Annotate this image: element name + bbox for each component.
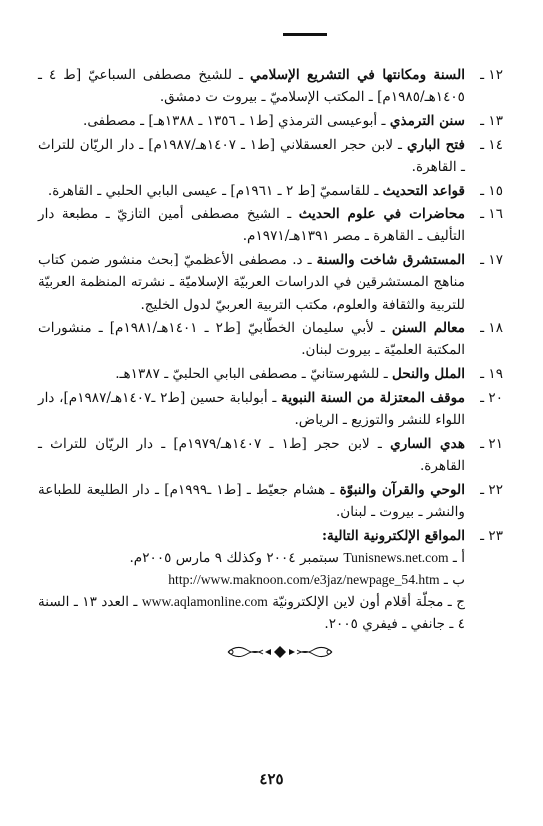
website-text: سبتمبر ٢٠٠٤ وكذلك ٩ مارس ٢٠٠٥م.: [129, 549, 344, 566]
item-number: ١٤ ـ: [480, 136, 503, 153]
website-url[interactable]: Tunisnews.net.com: [343, 549, 449, 565]
list-item: [38, 479, 503, 523]
item-text: ـ أبولبابة حسين [ط٢ ـ١٤٠٧هـ/١٩٨٧م]، دار اللواء للنشر والتوزيع ـ الرياض.: [38, 389, 465, 429]
list-item: [38, 363, 503, 385]
item-text: ـ د. مصطفى الأعظميّ [بحث منشور ضمن كتاب مناهج المستشرقين في الدراسات العربيّة الإسلاميّة ـ نشرته المنظمة العربيّة للتربية والثقافة والعلوم، مكتب التربية العربيّ لدول الخليج.: [38, 252, 465, 313]
item-number: ٢١ ـ: [480, 435, 503, 452]
item-text: ـ لابن حجر [ط١ ـ ١٤٠٧هـ/١٩٧٩م] ـ دار الريّان للتراث ـ القاهرة.: [38, 435, 465, 474]
item-title: محاضرات في علوم الحديث: [298, 206, 465, 223]
website-text: ـ العدد ١٣ ـ السنة ٤ ـ جانفي ـ فيفري ٢٠٠٥.: [38, 594, 465, 633]
list-item: [38, 134, 503, 178]
item-text: ـ الشيخ مصطفى أمين التازيّ ـ مطبعة دار التأليف ـ القاهرة ـ مصر ١٣٩١هـ/١٩٧١م.: [38, 206, 465, 245]
item-title: معالم السنن: [391, 320, 466, 337]
website-item: [38, 547, 465, 569]
item-title: فتح الباري: [406, 136, 466, 153]
website-url[interactable]: www.aqlamonline.com: [141, 594, 268, 610]
item-title: المستشرق شاخت والسنة: [316, 252, 466, 269]
item-title: المواقع الإلكترونية التالية:: [321, 527, 465, 544]
item-number: ٢٣ ـ: [480, 527, 503, 544]
item-text: ـ للقاسميّ [ط ٢ ـ ١٩٦١م] ـ عيسى البابي الحلبي ـ القاهرة.: [47, 182, 383, 199]
item-number: ١٢ ـ: [480, 67, 503, 83]
list-item: [38, 203, 503, 247]
item-text: ـ للشهرستانيّ ـ مصطفى البابي الحلبيّ ـ ١٣٨٧هـ.: [115, 366, 393, 383]
ornament-divider: [225, 641, 335, 663]
website-label: ب ـ: [443, 571, 465, 588]
item-title: السنة ومكانتها في التشريع الإسلامي: [249, 67, 465, 83]
item-title: الوحي والقرآن والنبوّة: [339, 481, 465, 498]
item-text: ـ للشيخ مصطفى السباعيّ [ط ٤ ـ ١٤٠٥هـ/١٩٨٥م] ـ المكتب الإسلاميّ ـ بيروت ت دمشق.: [38, 67, 465, 106]
list-item: [38, 180, 503, 202]
item-title: سنن الترمذي: [389, 112, 465, 129]
list-item: [38, 249, 503, 316]
item-title: الملل والنحل: [392, 366, 465, 383]
website-text-before: مجلّة أقلام أون لاين الإلكترونيّة: [267, 594, 448, 611]
website-label: أ ـ: [452, 549, 465, 566]
item-number: ٢٠ ـ: [480, 389, 503, 406]
top-rule: [283, 33, 327, 36]
list-item: [38, 110, 503, 132]
item-text: ـ هشام جعيّط ـ [ط١ ـ١٩٩٩م] ـ دار الطليعة للطباعة والنشر ـ بيروت ـ لبنان.: [38, 481, 465, 520]
item-title: هدي الساري: [390, 435, 465, 452]
item-number: ١٩ ـ: [480, 366, 503, 383]
website-item: [38, 569, 465, 591]
item-number: ١٣ ـ: [480, 112, 503, 129]
list-item: [38, 317, 503, 361]
item-title: قواعد التحديث: [382, 182, 465, 199]
item-number: ١٧ ـ: [480, 252, 503, 269]
item-number: ١٨ ـ: [480, 320, 503, 337]
item-number: ١٥ ـ: [480, 182, 503, 199]
website-label: ج ـ: [447, 594, 465, 611]
website-url[interactable]: http://www.maknoon.com/e3jaz/newpage_54.htm: [168, 571, 440, 587]
item-number: ٢٢ ـ: [480, 481, 503, 498]
list-item: [38, 433, 503, 477]
item-text: ـ أبوعيسى الترمذي [ط١ ـ ١٣٥٦ ـ ١٣٨٨هـ] ـ مصطفى.: [83, 112, 390, 129]
page-number: ٤٢٥: [259, 770, 284, 788]
website-item: [38, 591, 465, 635]
list-item: [38, 64, 503, 108]
item-text: ـ لأبي سليمان الخطّابيّ [ط٢ ـ ١٤٠١هـ/١٩٨١م] ـ منشورات المكتبة العلميّة ـ بيروت لبنان.: [38, 320, 465, 359]
bibliography-list: [38, 64, 503, 637]
item-text: ـ لابن حجر العسقلاني [ط١ ـ ١٤٠٧هـ/١٩٨٧م] ـ دار الريّان للتراث ـ القاهرة.: [38, 136, 465, 175]
list-item: [38, 525, 503, 636]
list-item: [38, 387, 503, 431]
item-number: ١٦ ـ: [480, 206, 503, 223]
item-title: موقف المعتزلة من السنة النبوية: [281, 389, 465, 406]
